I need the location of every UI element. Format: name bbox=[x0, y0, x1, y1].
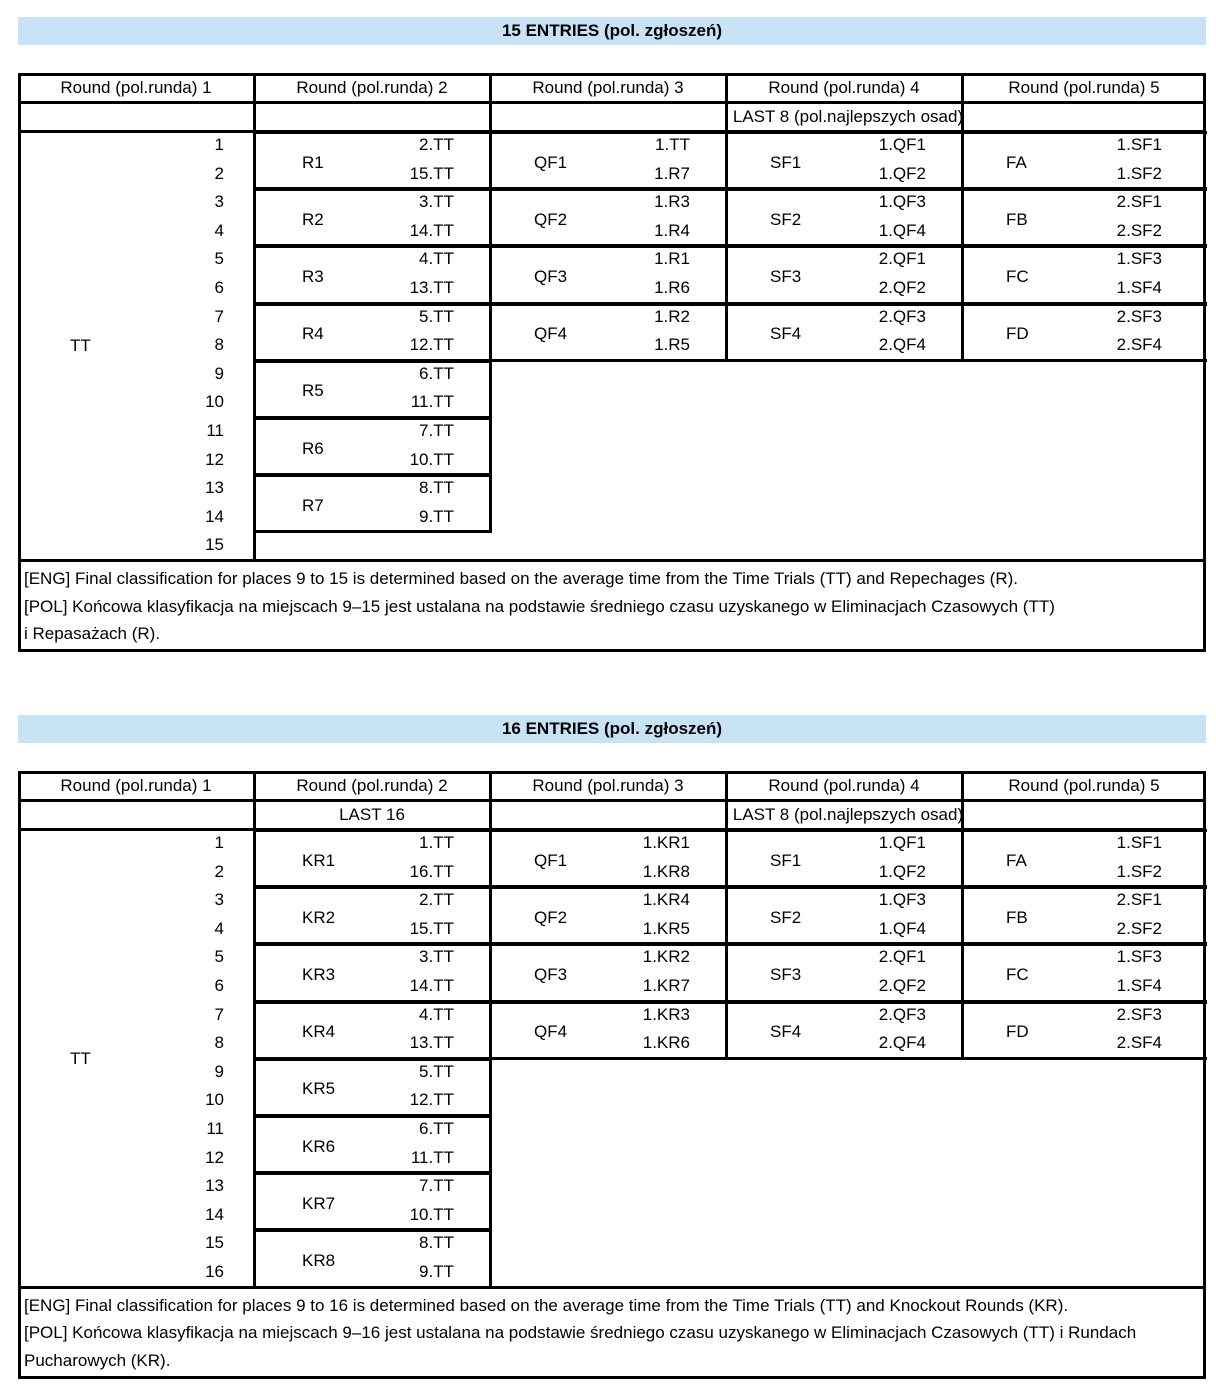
entry-number: 10 bbox=[205, 392, 224, 412]
header-divider bbox=[18, 101, 1206, 104]
match-seed-a: 2.TT bbox=[419, 890, 454, 910]
note-line: i Repasażach (R). bbox=[24, 624, 161, 643]
match-name: KR8 bbox=[302, 1251, 336, 1270]
match-seed-a: 2.QF1 bbox=[878, 249, 926, 269]
entry-number: 5 bbox=[214, 947, 224, 967]
match-seed-a: 1.KR2 bbox=[642, 947, 690, 967]
match-seed-b: 11.TT bbox=[410, 1147, 454, 1167]
match-name: R2 bbox=[302, 209, 324, 229]
entry-number: 12 bbox=[205, 449, 224, 469]
note-line: [ENG] Final classification for places 9 to 16 is determined based on the average time from the Time Trials (TT) and Knockout Rounds (KR). bbox=[24, 1295, 1069, 1315]
match-seed-b: 1.R6 bbox=[654, 278, 690, 297]
match-seed-b: 1.SF4 bbox=[1116, 278, 1162, 297]
last16-label: LAST 16 bbox=[339, 805, 405, 824]
match-seed-a: 2.SF3 bbox=[1116, 306, 1162, 326]
entry-number: 6 bbox=[214, 976, 224, 995]
entry-number: 3 bbox=[214, 192, 224, 212]
match-seed-b: 1.QF4 bbox=[878, 220, 926, 240]
match-name: R4 bbox=[302, 324, 324, 344]
entry-number: 13 bbox=[205, 478, 224, 498]
match-seed-b: 1.KR7 bbox=[642, 976, 690, 995]
match-seed-a: 5.TT bbox=[419, 306, 454, 326]
match-seed-b: 1.QF2 bbox=[878, 163, 926, 183]
match-name: R6 bbox=[302, 438, 324, 458]
match-seed-a: 1.QF1 bbox=[878, 135, 926, 154]
match-name: FB bbox=[1006, 907, 1028, 927]
match-seed-a: 1.KR1 bbox=[642, 833, 690, 852]
match-seed-b: 1.KR6 bbox=[642, 1033, 690, 1053]
entry-number: 1 bbox=[214, 135, 224, 154]
match-name: KR1 bbox=[302, 850, 336, 870]
match-seed-a: 3.TT bbox=[419, 192, 454, 212]
round-header: Round (pol.runda) 5 bbox=[1008, 78, 1160, 97]
note-line: Pucharowych (KR). bbox=[24, 1350, 171, 1370]
match-seed-a: 2.SF1 bbox=[1116, 192, 1162, 212]
entry-number: 14 bbox=[205, 1204, 224, 1224]
note-divider bbox=[18, 559, 1206, 562]
match-seed-b: 13.TT bbox=[409, 278, 454, 297]
match-name: QF3 bbox=[534, 965, 568, 984]
classification-note bbox=[24, 1292, 1200, 1375]
match-seed-b: 2.QF4 bbox=[878, 1033, 926, 1053]
match-name: FB bbox=[1006, 209, 1028, 229]
match-seed-a: 1.QF3 bbox=[878, 890, 926, 910]
header-divider bbox=[18, 799, 1206, 802]
entry-number: 14 bbox=[205, 506, 224, 526]
match-seed-a: 1.TT bbox=[419, 833, 454, 852]
note-line: [POL] Końcowa klasyfikacja na miejscach 9–16 jest ustalana na podstawie średniego czasu uzyskanego w Eliminacjach Czasowych (TT) i Rundach bbox=[24, 1323, 1137, 1343]
entry-number: 11 bbox=[206, 421, 224, 440]
match-name: SF4 bbox=[770, 324, 802, 344]
note-divider bbox=[18, 1286, 1206, 1289]
match-seed-a: 6.TT bbox=[419, 1119, 454, 1138]
match-seed-a: 8.TT bbox=[419, 1233, 454, 1253]
match-seed-a: 2.QF3 bbox=[878, 306, 926, 326]
entry-number: 16 bbox=[205, 1262, 224, 1281]
entry-number: 8 bbox=[214, 335, 224, 355]
entry-number: 15 bbox=[205, 535, 224, 555]
match-name: SF3 bbox=[770, 267, 802, 286]
match-name: SF2 bbox=[770, 907, 802, 927]
match-name: QF1 bbox=[534, 152, 568, 172]
match-seed-b: 12.TT bbox=[409, 335, 454, 355]
match-seed-a: 2.QF3 bbox=[878, 1004, 926, 1024]
match-name: SF4 bbox=[770, 1022, 802, 1042]
match-name: SF2 bbox=[770, 209, 802, 229]
match-name: QF4 bbox=[534, 1022, 568, 1042]
match-seed-a: 2.QF1 bbox=[878, 947, 926, 967]
match-seed-b: 2.QF2 bbox=[878, 976, 926, 995]
match-seed-a: 7.TT bbox=[419, 421, 454, 440]
match-seed-b: 1.KR8 bbox=[642, 861, 690, 881]
entry-number: 9 bbox=[214, 1061, 224, 1081]
match-seed-a: 4.TT bbox=[419, 249, 454, 269]
match-seed-b: 1.SF4 bbox=[1116, 976, 1162, 995]
entry-number: 5 bbox=[214, 249, 224, 269]
match-seed-b: 1.SF2 bbox=[1116, 163, 1162, 183]
tt-label: TT bbox=[70, 336, 91, 356]
match-seed-a: 1.KR3 bbox=[642, 1004, 690, 1024]
entry-number: 7 bbox=[214, 1004, 224, 1024]
entry-number: 4 bbox=[214, 918, 224, 938]
entry-number: 3 bbox=[214, 890, 224, 910]
entry-number: 4 bbox=[214, 220, 224, 240]
match-name: R5 bbox=[302, 381, 324, 401]
note-line: [POL] Końcowa klasyfikacja na miejscach 9–15 jest ustalana na podstawie średniego czasu uzyskanego w Eliminacjach Czasowych (TT) bbox=[24, 596, 1055, 616]
bracket-section bbox=[18, 17, 1206, 643]
match-seed-b: 1.R4 bbox=[654, 220, 690, 240]
match-name: QF2 bbox=[534, 907, 568, 927]
match-seed-a: 2.TT bbox=[419, 135, 454, 154]
match-seed-a: 2.SF3 bbox=[1116, 1004, 1162, 1024]
round-header: Round (pol.runda) 2 bbox=[296, 78, 448, 97]
match-seed-a: 1.SF1 bbox=[1116, 135, 1162, 154]
match-name: QF1 bbox=[534, 850, 568, 870]
match-seed-a: 1.QF3 bbox=[878, 192, 926, 212]
section-title: 16 ENTRIES (pol. zgłoszeń) bbox=[18, 715, 1206, 743]
entry-number: 10 bbox=[205, 1090, 224, 1110]
match-seed-a: 1.R3 bbox=[654, 192, 690, 212]
match-name: KR5 bbox=[302, 1079, 336, 1099]
match-seed-a: 1.KR4 bbox=[642, 890, 690, 910]
match-seed-b: 13.TT bbox=[409, 1033, 454, 1053]
match-name: QF4 bbox=[534, 324, 568, 344]
entry-number: 11 bbox=[206, 1119, 224, 1138]
round-header: Round (pol.runda) 5 bbox=[1008, 776, 1160, 795]
round-header: Round (pol.runda) 3 bbox=[532, 78, 684, 97]
match-seed-b: 2.SF2 bbox=[1116, 918, 1162, 938]
match-seed-b: 1.R5 bbox=[654, 335, 690, 355]
match-seed-a: 2.SF1 bbox=[1116, 890, 1162, 910]
match-name: KR6 bbox=[302, 1136, 336, 1156]
match-seed-b: 15.TT bbox=[409, 163, 454, 183]
match-seed-b: 10.TT bbox=[409, 449, 454, 469]
tt-label: TT bbox=[70, 1048, 91, 1068]
bracket-table bbox=[18, 73, 1206, 652]
entry-number: 2 bbox=[214, 163, 224, 183]
entry-number: 8 bbox=[214, 1033, 224, 1053]
match-seed-a: 7.TT bbox=[419, 1176, 454, 1196]
match-seed-a: 1.SF1 bbox=[1116, 833, 1162, 852]
match-name: FD bbox=[1006, 1022, 1029, 1042]
last8-label: LAST 8 (pol.najlepszych osad) bbox=[732, 107, 964, 126]
match-name: FA bbox=[1006, 152, 1027, 172]
round-header: Round (pol.runda) 3 bbox=[532, 776, 684, 795]
match-seed-b: 1.KR5 bbox=[642, 918, 690, 938]
match-seed-b: 9.TT bbox=[419, 506, 454, 526]
match-seed-b: 2.SF2 bbox=[1116, 220, 1162, 240]
match-seed-b: 2.QF4 bbox=[878, 335, 926, 355]
bracket-table bbox=[18, 771, 1206, 1379]
match-name: FA bbox=[1006, 850, 1027, 870]
round-header: Round (pol.runda) 1 bbox=[60, 776, 212, 795]
match-seed-a: 8.TT bbox=[419, 478, 454, 498]
match-name: R7 bbox=[302, 495, 324, 515]
entry-number: 13 bbox=[205, 1176, 224, 1196]
match-seed-b: 9.TT bbox=[419, 1262, 454, 1281]
match-name: KR2 bbox=[302, 907, 336, 927]
entry-number: 7 bbox=[214, 306, 224, 326]
round-header: Round (pol.runda) 2 bbox=[296, 776, 448, 795]
entry-number: 1 bbox=[214, 833, 224, 852]
entry-number: 6 bbox=[214, 278, 224, 297]
match-name: KR3 bbox=[302, 965, 336, 984]
last8-label: LAST 8 (pol.najlepszych osad) bbox=[732, 805, 964, 824]
match-seed-a: 1.TT bbox=[655, 135, 690, 154]
match-seed-b: 2.SF4 bbox=[1116, 335, 1162, 355]
match-name: SF1 bbox=[770, 850, 802, 870]
match-seed-b: 16.TT bbox=[409, 861, 454, 881]
bracket-section bbox=[18, 715, 1206, 1370]
match-seed-b: 1.QF4 bbox=[878, 918, 926, 938]
match-seed-b: 1.QF2 bbox=[878, 861, 926, 881]
match-name: R3 bbox=[302, 267, 324, 286]
match-seed-b: 2.SF4 bbox=[1116, 1033, 1162, 1053]
match-seed-b: 1.SF2 bbox=[1116, 861, 1162, 881]
section-title: 15 ENTRIES (pol. zgłoszeń) bbox=[18, 17, 1206, 45]
match-name: FC bbox=[1006, 965, 1029, 984]
match-name: KR4 bbox=[302, 1022, 336, 1042]
match-name: KR7 bbox=[302, 1193, 336, 1213]
round-header: Round (pol.runda) 4 bbox=[768, 78, 920, 97]
match-name: FC bbox=[1006, 267, 1029, 286]
match-seed-b: 12.TT bbox=[409, 1090, 454, 1110]
match-name: SF1 bbox=[770, 152, 802, 172]
match-seed-a: 1.R1 bbox=[654, 249, 690, 269]
round-header: Round (pol.runda) 1 bbox=[60, 78, 212, 97]
match-seed-a: 6.TT bbox=[419, 363, 454, 383]
match-seed-b: 2.QF2 bbox=[878, 278, 926, 297]
match-seed-a: 5.TT bbox=[419, 1061, 454, 1081]
match-name: FD bbox=[1006, 324, 1029, 344]
match-seed-a: 4.TT bbox=[419, 1004, 454, 1024]
classification-note bbox=[24, 565, 1200, 648]
match-seed-a: 1.R2 bbox=[654, 306, 690, 326]
note-line: [ENG] Final classification for places 9 to 15 is determined based on the average time from the Time Trials (TT) and Repechages (R). bbox=[24, 569, 1018, 588]
match-seed-b: 14.TT bbox=[409, 220, 454, 240]
match-name: SF3 bbox=[770, 965, 802, 984]
match-seed-b: 11.TT bbox=[410, 392, 454, 412]
entry-number: 15 bbox=[205, 1233, 224, 1253]
entry-number: 12 bbox=[205, 1147, 224, 1167]
match-seed-b: 1.R7 bbox=[654, 163, 690, 183]
match-seed-b: 10.TT bbox=[409, 1204, 454, 1224]
match-name: R1 bbox=[302, 152, 324, 172]
match-name: QF3 bbox=[534, 267, 568, 286]
entry-number: 9 bbox=[214, 363, 224, 383]
match-seed-a: 1.QF1 bbox=[878, 833, 926, 852]
match-seed-a: 1.SF3 bbox=[1116, 947, 1162, 967]
match-seed-b: 15.TT bbox=[409, 918, 454, 938]
match-name: QF2 bbox=[534, 209, 568, 229]
match-seed-a: 1.SF3 bbox=[1116, 249, 1162, 269]
match-seed-a: 3.TT bbox=[419, 947, 454, 967]
round-header: Round (pol.runda) 4 bbox=[768, 776, 920, 795]
match-seed-b: 14.TT bbox=[409, 976, 454, 995]
entry-number: 2 bbox=[214, 861, 224, 881]
